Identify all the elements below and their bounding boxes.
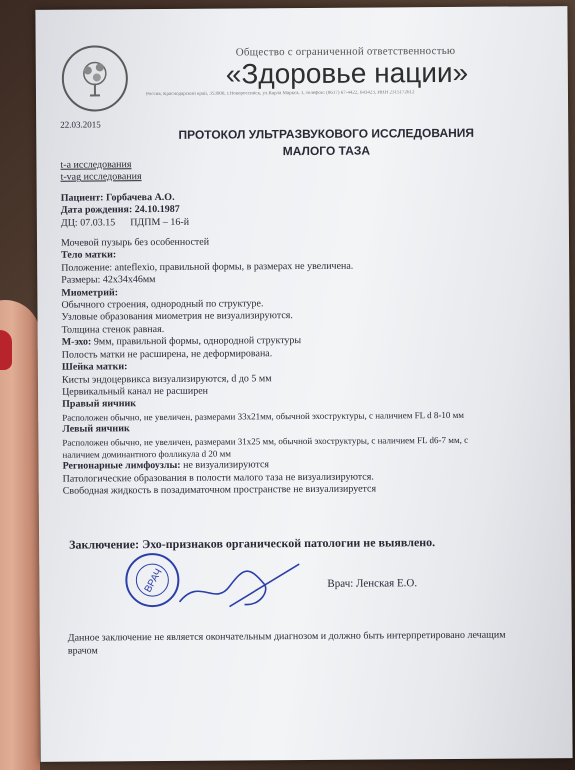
clinic-logo-icon xyxy=(62,45,128,111)
org-type: Общество с ограниченной ответственностью xyxy=(235,44,456,59)
m-echo-label: М-эхо: xyxy=(61,336,92,348)
report-title xyxy=(146,125,506,162)
uterus-heading: Тело матки: xyxy=(61,249,117,262)
patient-name: Пациент: Горбачева А.О. xyxy=(60,191,175,204)
pathology-text: Патологические образования в полости малого таза не визуализируются. xyxy=(62,471,374,485)
signature-icon xyxy=(169,556,309,617)
cervix-heading: Шейка матки: xyxy=(61,361,128,373)
myometrium-heading: Миометрий: xyxy=(61,286,119,299)
left-ovary-text: наличием доминантного фолликула d 20 мм xyxy=(62,448,232,460)
org-address: Россия, Краснодарский край, 353900, г.Новороссийск, ул.Карла Маркса, 1, телефон: (8617) 67-4422, 643423, ИНН 2315172612 xyxy=(145,90,415,98)
uterus-size: Размеры: 42х34х46мм xyxy=(61,274,156,286)
right-ovary-text: Расположен обычно, не увеличен, размерами 33х21мм, обычной эхоструктуры, с наличием FL d 8-10 мм xyxy=(62,409,465,423)
conclusion: Заключение: Эхо-признаков органической патологии не выявлено. xyxy=(69,535,436,552)
cervix-text: Цервикальный канал не расширен xyxy=(62,385,209,398)
exam-type: t-a исследования xyxy=(60,159,132,171)
stamp-text: ВРАЧ xyxy=(142,567,165,595)
cervix-text: Кисты эндоцервикса визуализируются, d до 5 мм xyxy=(61,372,272,386)
lymph-text: не визуализируются xyxy=(180,459,270,472)
myometrium-text: Узловые образования миометрия не визуализируются. xyxy=(61,310,293,324)
exam-type: t-vag исследования xyxy=(60,171,142,184)
myometrium-text: Толщина стенок равная. xyxy=(61,323,165,336)
myometrium-text: Обычного строения, однородный по структуре. xyxy=(61,298,264,311)
dc-value: ДЦ: 07.03.15 xyxy=(60,216,116,229)
disclaimer: Данное заключение не является окончательным диагнозом и должно быть интерпретировано лечащим врачом xyxy=(67,629,506,657)
document-paper xyxy=(35,6,572,762)
org-name: «Здоровье нации» xyxy=(225,56,469,90)
report-body xyxy=(60,156,562,498)
lymph-label: Регионарные лимфоузлы: xyxy=(62,460,181,473)
left-ovary-heading: Левый яичник xyxy=(62,423,130,435)
patient-dob: Дата рождения: 24.10.1987 xyxy=(60,204,180,216)
title-line-2: МАЛОГО ТАЗА xyxy=(282,143,371,159)
m-echo-text: 9мм, правильной формы, однородной структуры xyxy=(91,335,302,348)
doctor-name: Врач: Ленская Е.О. xyxy=(327,577,418,590)
pdpm-value: ПДПМ – 16-й xyxy=(130,216,190,228)
bladder-text: Мочевой пузырь без особенностей xyxy=(60,236,210,249)
right-ovary-heading: Правый яичник xyxy=(62,398,137,411)
uterine-cavity: Полость матки не расширена, не деформирована. xyxy=(61,347,273,361)
fingernail xyxy=(0,330,12,370)
report-date: 22.03.2015 xyxy=(60,119,101,130)
free-fluid-text: Свободная жидкость в позадиматочном пространстве не визуализируется xyxy=(62,483,377,497)
title-line-1: ПРОТОКОЛ УЛЬТРАЗВУКОВОГО ИССЛЕДОВАНИЯ xyxy=(178,125,475,142)
uterus-position: Положение: anteflexio, правильной формы, в размерах не увеличена. xyxy=(61,260,354,274)
left-ovary-text: Расположен обычно, не увеличен, размерами 31х25 мм, обычной эхоструктуры, с наличием FL d6-7 мм, с xyxy=(62,434,469,448)
finger xyxy=(0,300,40,770)
